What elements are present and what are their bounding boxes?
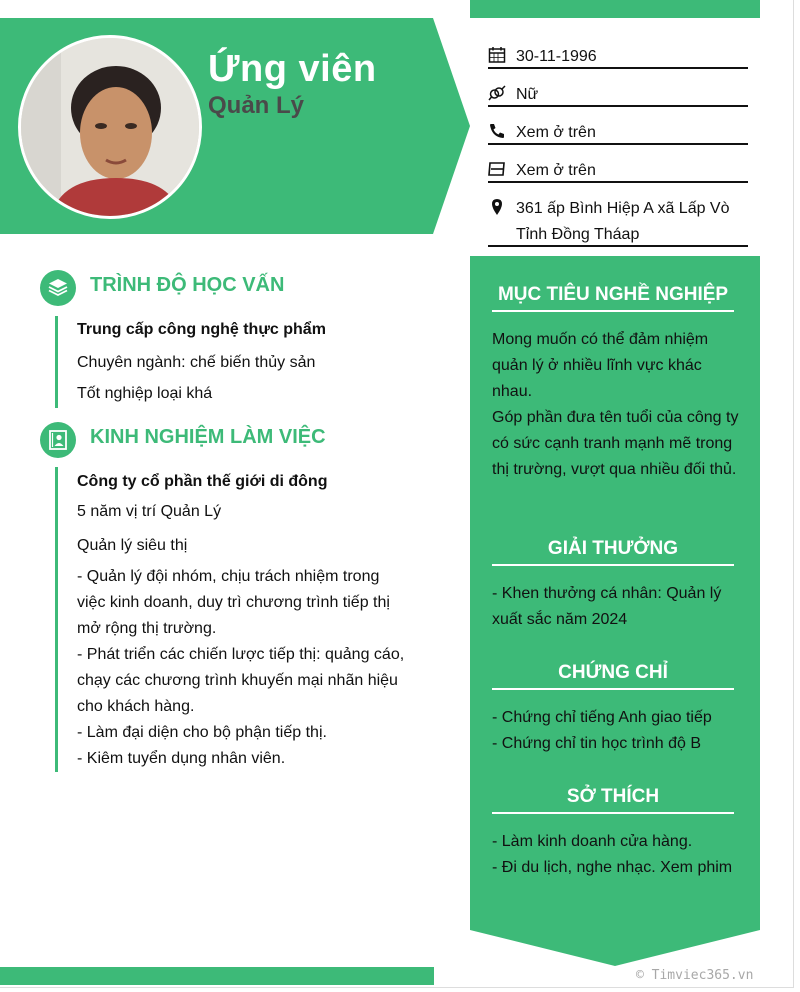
education-school: Trung cấp công nghệ thực phẩm: [77, 321, 326, 338]
education-grade: Tốt nghiệp loại khá: [77, 385, 213, 402]
duty-item: - Quản lý đội nhóm, chịu trách nhiệm trong việc kinh doanh, duy trì chương trình tiếp thị mở rộng thị trường.: [77, 568, 390, 637]
duty-item: - Kiêm tuyển dụng nhân viên.: [77, 750, 286, 767]
candidate-name: Ứng viên: [208, 48, 377, 90]
contact-email: [488, 154, 748, 183]
awards-text: [492, 581, 742, 633]
objective-text: [492, 327, 742, 483]
certificates-title: CHỨNG CHỈ: [492, 662, 734, 690]
birthday-text: 30-11-1996: [516, 48, 597, 65]
experience-title: KINH NGHIỆM LÀM VIỆC: [90, 426, 326, 448]
duty-item: - Làm đại diện cho bộ phận tiếp thị.: [77, 724, 327, 741]
education-major: Chuyên ngành: chế biến thủy sản: [77, 354, 316, 371]
education-section-icon: [40, 270, 76, 306]
email-text: Xem ở trên: [516, 162, 596, 179]
contact-address: [488, 192, 748, 247]
experience-job-title: Quản lý siêu thị: [77, 537, 188, 554]
bottom-accent-bar: [0, 967, 434, 985]
address-line-2: Tỉnh Đồng Tháap: [516, 226, 640, 243]
experience-timeline: [55, 467, 58, 772]
map-pin-icon: [488, 198, 506, 216]
email-icon: [488, 160, 506, 178]
layers-icon: [40, 270, 76, 306]
education-title: TRÌNH ĐỘ HỌC VẤN: [90, 274, 285, 296]
calendar-icon: [488, 46, 506, 64]
objective-title: MỤC TIÊU NGHỀ NGHIỆP: [492, 284, 734, 312]
experience-company: Công ty cổ phần thế giới di đông: [77, 473, 328, 490]
gender-text: Nữ: [516, 86, 539, 103]
education-timeline: [55, 316, 58, 408]
experience-section-icon: [40, 422, 76, 458]
avatar: [18, 35, 202, 219]
address-text: [516, 196, 730, 248]
hobby-line-2: - Đi du lịch, nghe nhạc. Xem phim: [492, 859, 733, 876]
contact-gender: [488, 78, 748, 107]
objective-line-1: Mong muốn có thể đảm nhiệm quản lý ở nhiều lĩnh vực khác nhau.: [492, 331, 709, 400]
top-accent-bar: [470, 0, 760, 18]
hobbies-title: SỞ THÍCH: [492, 786, 734, 814]
certificates-text: [492, 705, 742, 757]
awards-title: GIẢI THƯỞNG: [492, 538, 734, 566]
phone-icon: [488, 122, 506, 140]
candidate-position: Quản Lý: [208, 92, 305, 119]
certificate-line-2: - Chứng chỉ tin học trình độ B: [492, 735, 702, 752]
experience-duration: 5 năm vị trí Quản Lý: [77, 503, 222, 520]
avatar-photo: [21, 38, 199, 216]
contact-phone: [488, 116, 748, 145]
hobbies-text: [492, 829, 742, 881]
id-badge-icon: [40, 422, 76, 458]
address-line-1: 361 ấp Bình Hiệp A xã Lấp Vò: [516, 200, 730, 217]
gender-icon: [488, 84, 506, 102]
duty-item: - Phát triển các chiến lược tiếp thị: quảng cáo, chạy các chương trình khuyến mại nhãn hiệu cho khách hàng.: [77, 646, 405, 715]
watermark: © Timviec365.vn: [636, 968, 754, 983]
objective-line-2: Góp phần đưa tên tuổi của công ty có sức cạnh tranh mạnh mẽ trong thị trường, vượt qua nhiều đối thủ.: [492, 409, 739, 478]
hobby-line-1: - Làm kinh doanh cửa hàng.: [492, 833, 693, 850]
certificate-line-1: - Chứng chỉ tiếng Anh giao tiếp: [492, 709, 712, 726]
contact-birthday: [488, 40, 748, 69]
awards-line-1: - Khen thưởng cá nhân: Quản lý xuất sắc năm 2024: [492, 585, 722, 628]
phone-text: Xem ở trên: [516, 124, 596, 141]
experience-duties: [77, 564, 407, 772]
